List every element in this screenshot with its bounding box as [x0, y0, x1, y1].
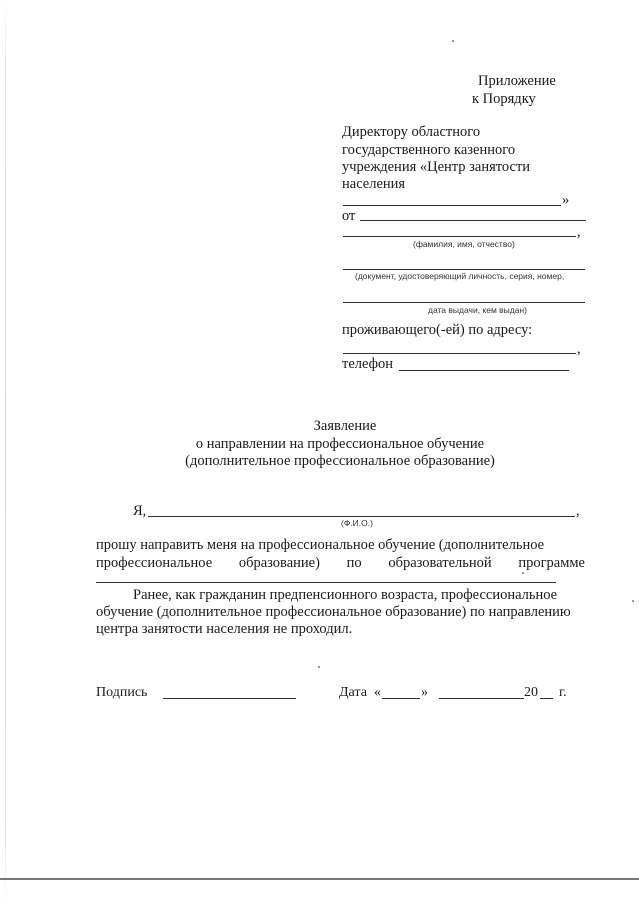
date-day-field[interactable]: [382, 698, 420, 699]
application-title: Заявление: [313, 418, 377, 434]
applicant-fio-comma: ,: [576, 503, 580, 519]
program-field[interactable]: [96, 582, 556, 583]
fio-field[interactable]: [343, 236, 576, 237]
addressee-line-2: государственного казенного: [342, 142, 516, 158]
date-label: Дата: [339, 685, 367, 700]
paragraph-line-3: центра занятости населения не проходил.: [96, 621, 353, 637]
application-subtitle-2: (дополнительное профессиональное образование): [185, 453, 495, 469]
i-label: Я,: [133, 503, 147, 519]
request-word: образовательной: [388, 555, 492, 571]
application-subtitle-1: о направлении на профессиональное обучение: [195, 436, 485, 452]
signature-field[interactable]: [163, 698, 296, 699]
request-line-2: [96, 555, 585, 572]
residing-label: проживающего(-ей) по адресу:: [342, 322, 533, 338]
fio-caption: (фамилия, имя, отчество): [413, 239, 515, 249]
paragraph-line-2: обучение (дополнительное профессиональное образование) по направлению: [96, 604, 571, 620]
date-open-quote: «: [374, 685, 381, 700]
address-comma: ,: [577, 341, 581, 357]
year-prefix: 20: [524, 685, 538, 700]
year-suffix: г.: [559, 685, 567, 700]
request-word: по: [346, 555, 362, 571]
appendix-subtitle: к Порядку: [472, 91, 536, 107]
applicant-fio-caption: (Ф.И.О.): [341, 518, 373, 528]
scan-speck: [452, 40, 454, 42]
phone-field[interactable]: [399, 370, 569, 371]
addressee-line-1: Директору областного: [342, 124, 481, 140]
request-line-1: прошу направить меня на профессиональное обучение (дополнительное: [96, 537, 545, 553]
issue-details-caption: дата выдачи, кем выдан): [428, 305, 527, 315]
center-name-field[interactable]: [343, 205, 561, 206]
scan-speck: [318, 666, 320, 668]
addressee-line-3: учреждения «Центр занятости: [342, 159, 531, 175]
addressee-line-4: населения: [342, 176, 406, 192]
request-word: профессиональное: [96, 555, 213, 571]
from-label: от: [342, 208, 356, 224]
request-word: программе: [518, 555, 585, 571]
signature-label: Подпись: [96, 685, 148, 700]
scan-edge-bottom: [0, 878, 639, 880]
paragraph-line-1: Ранее, как гражданин предпенсионного возраста, профессиональное: [133, 587, 558, 603]
close-quote: »: [562, 192, 570, 208]
appendix-title: Приложение: [478, 73, 556, 89]
phone-label: телефон: [342, 356, 394, 372]
scan-speck: [522, 572, 524, 574]
fio-comma: ,: [577, 224, 581, 240]
request-word: образование): [238, 555, 320, 571]
date-close-quote: »: [421, 685, 428, 700]
from-field[interactable]: [360, 220, 586, 221]
issue-details-field[interactable]: [343, 302, 585, 303]
applicant-fio-field[interactable]: [148, 516, 575, 517]
address-field[interactable]: [343, 353, 576, 354]
identity-document-field[interactable]: [343, 269, 585, 270]
identity-document-caption: (документ, удостоверяющий личность, серия, номер,: [355, 271, 565, 281]
date-month-field[interactable]: [439, 698, 524, 699]
date-year-field[interactable]: [540, 698, 553, 699]
scan-speck: [632, 600, 634, 602]
